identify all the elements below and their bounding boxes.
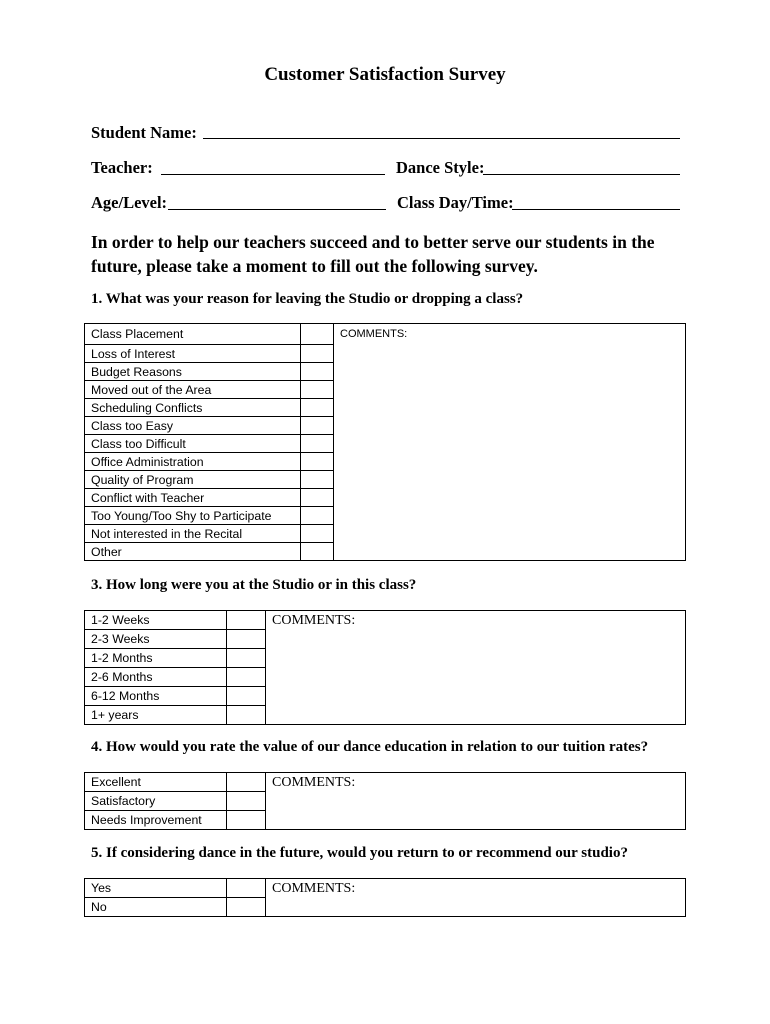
option-label: Other xyxy=(85,543,301,561)
option-label: Loss of Interest xyxy=(85,345,301,363)
class-day-time-field[interactable] xyxy=(512,209,680,210)
question-5: 5. If considering dance in the future, would you return to or recommend our studio? xyxy=(91,845,628,861)
student-name-field[interactable] xyxy=(203,138,680,139)
option-label: Class too Difficult xyxy=(85,435,301,453)
option-label: 2-6 Months xyxy=(85,668,227,687)
comments-label: COMMENTS: xyxy=(272,775,356,790)
option-checkbox[interactable] xyxy=(301,453,334,471)
option-label: Yes xyxy=(85,879,227,898)
option-label: 1+ years xyxy=(85,706,227,725)
comments-box[interactable] xyxy=(334,324,686,561)
age-level-field[interactable] xyxy=(168,209,386,210)
option-checkbox[interactable] xyxy=(301,471,334,489)
question-4: 4. How would you rate the value of our dance education in relation to our tuition rates? xyxy=(91,739,649,755)
option-label: Satisfactory xyxy=(85,792,227,811)
teacher-label: Teacher: xyxy=(91,158,153,177)
dance-style-field[interactable] xyxy=(483,174,680,175)
option-label: Excellent xyxy=(85,773,227,792)
option-label: No xyxy=(85,898,227,917)
option-checkbox[interactable] xyxy=(301,507,334,525)
option-checkbox[interactable] xyxy=(227,792,266,811)
option-checkbox[interactable] xyxy=(301,543,334,561)
option-checkbox[interactable] xyxy=(301,489,334,507)
comments-box[interactable] xyxy=(266,611,686,725)
q3-table xyxy=(84,610,686,725)
comments-label: COMMENTS: xyxy=(272,881,356,896)
option-label: 2-3 Weeks xyxy=(85,630,227,649)
option-checkbox[interactable] xyxy=(227,668,266,687)
teacher-field[interactable] xyxy=(161,174,385,175)
intro-text: In order to help our teachers succeed and to better serve our students in the future, please take a moment to fill out the following survey. xyxy=(91,232,655,276)
comments-box[interactable] xyxy=(266,773,686,830)
option-checkbox[interactable] xyxy=(227,630,266,649)
question-1: 1. What was your reason for leaving the Studio or dropping a class? xyxy=(91,291,524,307)
option-checkbox[interactable] xyxy=(301,363,334,381)
option-checkbox[interactable] xyxy=(301,525,334,543)
comments-label: COMMENTS: xyxy=(272,613,356,628)
q4-table xyxy=(84,772,686,830)
option-checkbox[interactable] xyxy=(301,324,334,345)
page-title: Customer Satisfaction Survey xyxy=(264,64,506,85)
class-day-time-label: Class Day/Time: xyxy=(397,193,514,212)
option-label: Class Placement xyxy=(85,324,301,345)
option-label: Too Young/Too Shy to Participate xyxy=(85,507,301,525)
option-checkbox[interactable] xyxy=(301,435,334,453)
option-checkbox[interactable] xyxy=(301,345,334,363)
option-label: 6-12 Months xyxy=(85,687,227,706)
q1-table xyxy=(84,323,686,561)
option-label: Office Administration xyxy=(85,453,301,471)
student-name-label: Student Name: xyxy=(91,123,197,142)
option-checkbox[interactable] xyxy=(227,611,266,630)
option-label: Budget Reasons xyxy=(85,363,301,381)
option-label: Conflict with Teacher xyxy=(85,489,301,507)
option-label: Class too Easy xyxy=(85,417,301,435)
option-checkbox[interactable] xyxy=(227,811,266,830)
table-row xyxy=(85,324,686,345)
option-checkbox[interactable] xyxy=(227,879,266,898)
table-row xyxy=(85,773,686,792)
comments-box[interactable] xyxy=(266,879,686,917)
table-row xyxy=(85,611,686,630)
question-3: 3. How long were you at the Studio or in this class? xyxy=(91,577,417,593)
option-checkbox[interactable] xyxy=(227,687,266,706)
option-label: Quality of Program xyxy=(85,471,301,489)
option-label: 1-2 Weeks xyxy=(85,611,227,630)
comments-label: COMMENTS: xyxy=(340,328,408,340)
option-label: Scheduling Conflicts xyxy=(85,399,301,417)
q5-table xyxy=(84,878,686,917)
option-label: Moved out of the Area xyxy=(85,381,301,399)
option-checkbox[interactable] xyxy=(227,706,266,725)
option-checkbox[interactable] xyxy=(301,381,334,399)
table-row xyxy=(85,879,686,898)
age-level-label: Age/Level: xyxy=(91,193,168,212)
option-checkbox[interactable] xyxy=(301,399,334,417)
option-checkbox[interactable] xyxy=(227,773,266,792)
option-label: Not interested in the Recital xyxy=(85,525,301,543)
option-checkbox[interactable] xyxy=(227,898,266,917)
dance-style-label: Dance Style: xyxy=(396,158,485,177)
option-label: Needs Improvement xyxy=(85,811,227,830)
option-label: 1-2 Months xyxy=(85,649,227,668)
option-checkbox[interactable] xyxy=(301,417,334,435)
option-checkbox[interactable] xyxy=(227,649,266,668)
